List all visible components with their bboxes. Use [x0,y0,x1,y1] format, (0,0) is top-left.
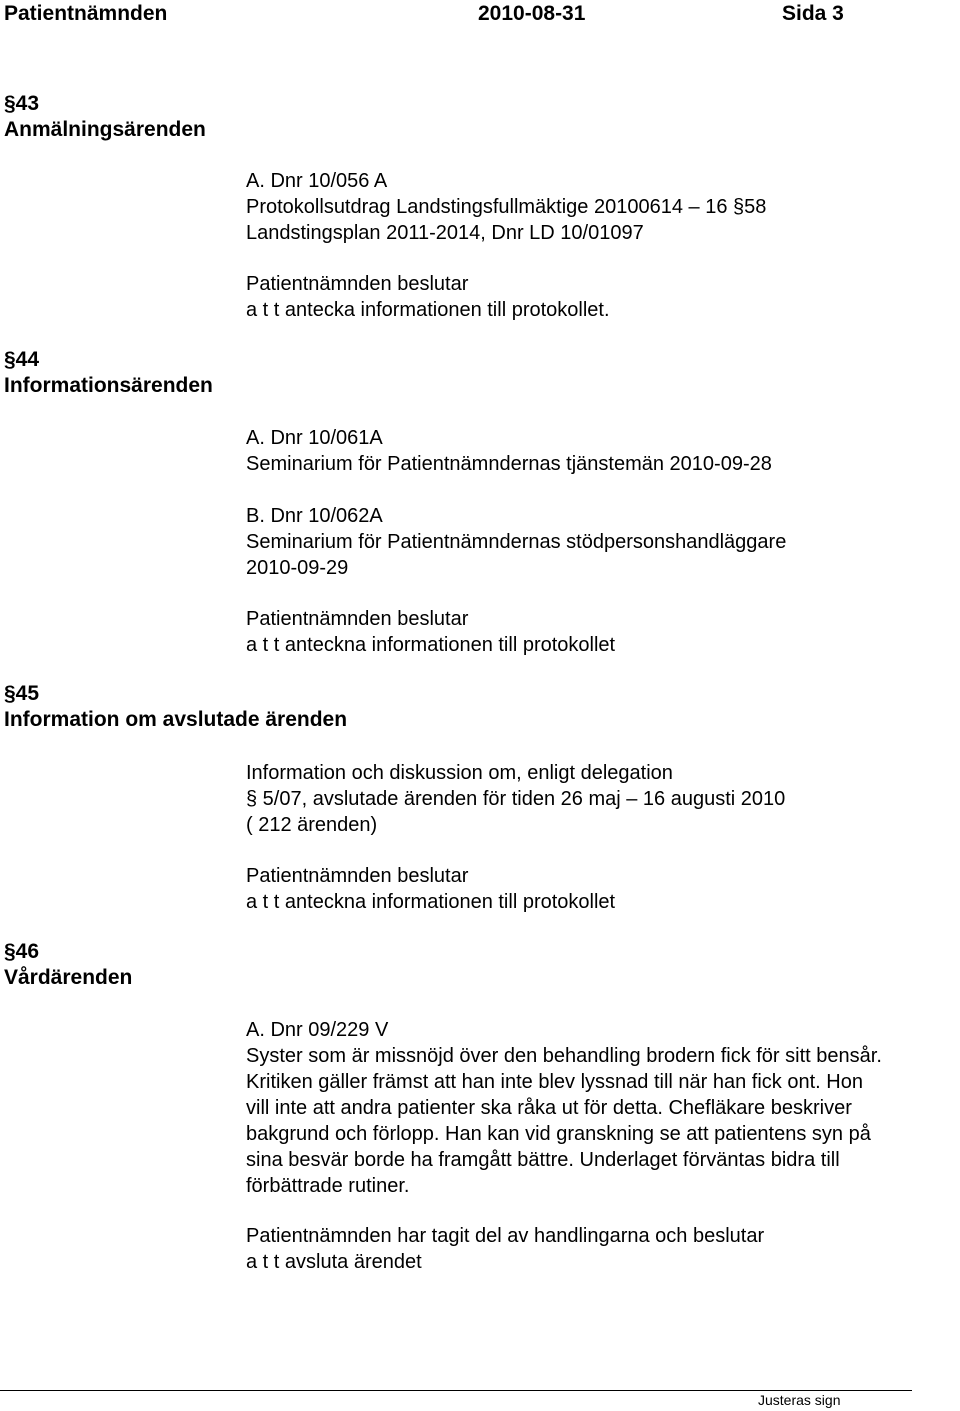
section-title: Informationsärenden [4,374,213,397]
text-line: a t t anteckna informationen till protokollet [246,891,616,913]
text-line: Seminarium för Patientnämndernas tjänstemän 2010-09-28 [246,453,772,475]
section-43-heading [4,91,206,143]
block-44-decision [246,606,615,658]
text-line: Protokollsutdrag Landstingsfullmäktige 20100614 – 16 §58 [246,196,767,218]
section-46-heading [4,939,132,991]
block-44-item-b [246,503,786,581]
block-46-decision [246,1223,764,1275]
text-line: ( 212 ärenden) [246,814,378,836]
text-line: Syster som är missnöjd över den behandling brodern fick för sitt bensår. [246,1045,882,1067]
section-number: §45 [4,682,40,705]
block-45-decision [246,863,615,915]
text-line: a t t antecka informationen till protokollet. [246,299,610,321]
text-line: vill inte att andra patienter ska råka ut för detta. Chefläkare beskriver [246,1097,852,1119]
text-line: A. Dnr 10/056 A [246,170,388,192]
text-line: § 5/07, avslutade ärenden för tiden 26 maj – 16 augusti 2010 [246,788,786,810]
text-line: sina besvär borde ha framgått bättre. Underlaget förväntas bidra till [246,1149,840,1171]
header-organization: Patientnämnden [4,2,168,25]
text-line: Patientnämnden beslutar [246,865,469,887]
section-number: §43 [4,92,40,115]
block-44-item-a [246,425,772,477]
section-44-heading [4,347,213,399]
text-line: förbättrade rutiner. [246,1175,410,1197]
block-43-decision [246,271,610,323]
text-line: a t t anteckna informationen till protokollet [246,634,616,656]
text-line: Seminarium för Patientnämndernas stödpersonshandläggare [246,531,787,553]
text-line: Kritiken gäller främst att han inte blev lyssnad till när han fick ont. Hon [246,1071,863,1093]
block-43-item-a [246,168,766,246]
block-45-info [246,760,785,838]
text-line: Information och diskussion om, enligt delegation [246,762,673,784]
text-line: B. Dnr 10/062A [246,505,383,527]
text-line: Landstingsplan 2011-2014, Dnr LD 10/01097 [246,222,644,244]
text-line: a t t avsluta ärendet [246,1251,422,1273]
text-line: A. Dnr 10/061A [246,427,383,449]
section-title: Anmälningsärenden [4,118,206,141]
text-line: Patientnämnden beslutar [246,608,469,630]
text-line: Patientnämnden beslutar [246,273,469,295]
text-line: bakgrund och förlopp. Han kan vid granskning se att patientens syn på [246,1123,871,1145]
header-date: 2010-08-31 [478,2,586,25]
section-number: §44 [4,348,40,371]
section-number: §46 [4,940,40,963]
footer-divider [0,1390,912,1391]
header-page-number: Sida 3 [782,2,844,25]
section-title: Vårdärenden [4,966,133,989]
section-title: Information om avslutade ärenden [4,708,348,731]
text-line: A. Dnr 09/229 V [246,1019,389,1041]
block-46-item-a [246,1017,882,1199]
text-line: Patientnämnden har tagit del av handlingarna och beslutar [246,1225,765,1247]
footer-sign-label: Justeras sign [758,1392,841,1408]
section-45-heading [4,681,347,733]
text-line: 2010-09-29 [246,557,349,579]
